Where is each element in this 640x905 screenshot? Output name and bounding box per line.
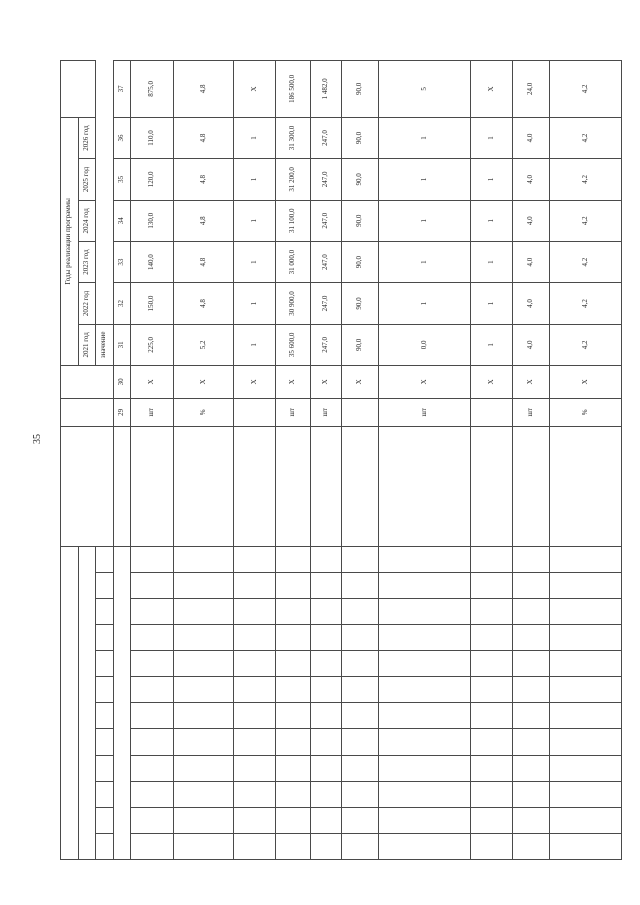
year-value-cell: 4,8 (174, 241, 234, 282)
code-cell (341, 572, 378, 598)
code-cell (378, 651, 471, 677)
indicator-name-cell (549, 426, 621, 546)
col-number: 30 (113, 366, 131, 399)
year-value-cell: 4,0 (512, 200, 549, 241)
code-cell (378, 729, 471, 755)
code-cell (310, 598, 341, 624)
year-value-cell: 90,0 (341, 159, 378, 200)
table-row (131, 61, 174, 860)
year-2023: 2023 год (78, 241, 96, 282)
code-cell (234, 572, 275, 598)
year-2022: 2022 год (78, 283, 96, 324)
code-cell (512, 598, 549, 624)
code-cell (275, 625, 310, 651)
unit-cell: шт (275, 398, 310, 426)
unit-cell: шт (310, 398, 341, 426)
code-cell (174, 625, 234, 651)
code-cell (310, 703, 341, 729)
year-value-cell: 247,0 (310, 241, 341, 282)
year-value-cell: 0,0 (378, 324, 471, 365)
code-cell (471, 598, 512, 624)
target-value-cell: 4,8 (174, 61, 234, 118)
table-row (512, 61, 549, 860)
code-col (96, 572, 114, 598)
code-cell (310, 833, 341, 859)
code-cell (234, 807, 275, 833)
code-cell (471, 781, 512, 807)
code-cell (174, 546, 234, 572)
code-cell (512, 546, 549, 572)
code-cell (549, 833, 621, 859)
code-cell (471, 651, 512, 677)
year-value-cell: 90,0 (341, 241, 378, 282)
code-col (96, 598, 114, 624)
code-cell (341, 833, 378, 859)
target-value-cell: 186 500,0 (275, 61, 310, 118)
code-cell (234, 755, 275, 781)
code-cell (131, 572, 174, 598)
year-value-cell: 1 (234, 241, 275, 282)
column-number-row (113, 61, 131, 860)
code-cell (234, 625, 275, 651)
code-cell (131, 833, 174, 859)
code-col (96, 729, 114, 755)
base-value-cell: X (131, 366, 174, 399)
year-value-cell: 4,2 (549, 324, 621, 365)
code-cell (512, 755, 549, 781)
year-value-cell: 1 (471, 324, 512, 365)
code-cell (471, 677, 512, 703)
code-cell (512, 651, 549, 677)
code-cell (131, 781, 174, 807)
year-value-cell: 4,8 (174, 117, 234, 158)
base-value-cell: X (512, 366, 549, 399)
table-row (234, 61, 275, 860)
year-value-cell: 35 600,0 (275, 324, 310, 365)
code-cell (174, 833, 234, 859)
year-value-cell: 4,2 (549, 117, 621, 158)
code-cell (549, 598, 621, 624)
code-cell (378, 833, 471, 859)
year-value-cell: 4,2 (549, 200, 621, 241)
code-cell (341, 781, 378, 807)
program-indicators-table (60, 60, 622, 860)
base-value-header (61, 366, 114, 399)
code-cell (378, 598, 471, 624)
code-cell (275, 546, 310, 572)
indicator-name-cell (378, 426, 471, 546)
unit-cell (471, 398, 512, 426)
indicator-name-cell (234, 426, 275, 546)
year-value-cell: 120,0 (131, 159, 174, 200)
year-value-cell: 4,8 (174, 200, 234, 241)
code-cell (275, 572, 310, 598)
base-value-cell: X (549, 366, 621, 399)
rotated-sheet (60, 60, 622, 860)
year-value-cell: 90,0 (341, 324, 378, 365)
code-cell (471, 807, 512, 833)
code-cell (471, 572, 512, 598)
year-value-cell: 4,0 (512, 241, 549, 282)
year-2024: 2024 год (78, 200, 96, 241)
code-cell (234, 546, 275, 572)
year-value-cell: 31 200,0 (275, 159, 310, 200)
code-col (96, 807, 114, 833)
year-value-cell: 90,0 (341, 117, 378, 158)
code-cell (131, 755, 174, 781)
base-value-cell: X (275, 366, 310, 399)
col-number: 33 (113, 241, 131, 282)
code-cell (275, 598, 310, 624)
indicator-name-cell (310, 426, 341, 546)
year-value-cell: 1 (471, 241, 512, 282)
year-value-cell: 31 300,0 (275, 117, 310, 158)
code-cell (471, 755, 512, 781)
code-cell (378, 625, 471, 651)
col-number: 37 (113, 61, 131, 118)
code-cell (234, 833, 275, 859)
year-value-cell: 140,0 (131, 241, 174, 282)
year-value-cell: 1 (234, 117, 275, 158)
code-cell (378, 781, 471, 807)
code-cell (341, 598, 378, 624)
year-value-cell: 4,8 (174, 283, 234, 324)
code-col (96, 781, 114, 807)
indicator-name-cell (471, 426, 512, 546)
year-value-cell: 1 (234, 324, 275, 365)
code-cell (471, 625, 512, 651)
year-value-cell: 1 (234, 159, 275, 200)
year-value-cell: 31 000,0 (275, 241, 310, 282)
year-value-cell: 1 (378, 117, 471, 158)
code-cell (275, 833, 310, 859)
code-cell (341, 625, 378, 651)
target-value-cell: X (471, 61, 512, 118)
year-value-cell: 247,0 (310, 117, 341, 158)
code-cell (341, 651, 378, 677)
code-col (96, 833, 114, 859)
col-number: 34 (113, 200, 131, 241)
table-row (471, 61, 512, 860)
years-header: Годы реализации программы (61, 117, 79, 365)
code-cell (131, 677, 174, 703)
code-cell (549, 729, 621, 755)
indicator-name-cell (275, 426, 310, 546)
indicator-name-cell (512, 426, 549, 546)
base-value-cell: X (234, 366, 275, 399)
code-cell (471, 703, 512, 729)
year-value-cell: 5,2 (174, 324, 234, 365)
year-2026: 2026 год (78, 117, 96, 158)
code-cell (310, 807, 341, 833)
code-cell (549, 781, 621, 807)
year-value-cell: 1 (471, 283, 512, 324)
year-value-cell: 4,8 (174, 159, 234, 200)
code-cell (234, 651, 275, 677)
code-cell (549, 807, 621, 833)
unit-cell: % (549, 398, 621, 426)
col-number: 31 (113, 324, 131, 365)
code-cell (549, 572, 621, 598)
code-col (96, 546, 114, 572)
base-value-cell: X (471, 366, 512, 399)
year-value-cell: 1 (234, 283, 275, 324)
year-value-cell: 90,0 (341, 283, 378, 324)
target-header (61, 61, 96, 118)
code-cell (310, 651, 341, 677)
year-value-cell: 225,0 (131, 324, 174, 365)
year-value-cell: 4,0 (512, 283, 549, 324)
year-2021: 2021 год (78, 324, 96, 365)
code-cell (174, 807, 234, 833)
target-value-cell: 90,0 (341, 61, 378, 118)
code-cell (549, 703, 621, 729)
code-cell (275, 651, 310, 677)
year-value-cell: 4,2 (549, 283, 621, 324)
year-value-cell: 130,0 (131, 200, 174, 241)
code-cell (549, 625, 621, 651)
code-cell (310, 755, 341, 781)
code-cell (131, 598, 174, 624)
code-cell (512, 703, 549, 729)
year-value-cell: 247,0 (310, 200, 341, 241)
code-col (96, 755, 114, 781)
target-value-cell: 24,0 (512, 61, 549, 118)
page-number: 35 (32, 434, 43, 444)
code-cell (378, 677, 471, 703)
code-cell (174, 677, 234, 703)
code-cell (512, 833, 549, 859)
code-cell (341, 807, 378, 833)
code-cell (275, 677, 310, 703)
year-value-cell: 90,0 (341, 200, 378, 241)
year-value-cell: 30 900,0 (275, 283, 310, 324)
table-row (549, 61, 621, 860)
code-cell (341, 729, 378, 755)
code-cell (234, 598, 275, 624)
table-row (275, 61, 310, 860)
code-cell (341, 755, 378, 781)
year-value-cell: 4,0 (512, 324, 549, 365)
code-cell (378, 807, 471, 833)
code-cell (512, 677, 549, 703)
codes-header-cell (61, 546, 79, 859)
year-value-cell: 1 (471, 159, 512, 200)
code-cell (131, 703, 174, 729)
table-row (378, 61, 471, 860)
code-cell (341, 546, 378, 572)
year-value-cell: 1 (471, 117, 512, 158)
unit-cell: шт (378, 398, 471, 426)
code-cell (310, 781, 341, 807)
code-cell (378, 755, 471, 781)
target-value-cell: 1 482,0 (310, 61, 341, 118)
indicator-rows (131, 61, 622, 860)
code-cell (341, 703, 378, 729)
code-cell (310, 677, 341, 703)
col-number: 32 (113, 283, 131, 324)
code-cell (549, 677, 621, 703)
col-number: 29 (113, 398, 131, 426)
code-cell (378, 572, 471, 598)
code-cell (131, 546, 174, 572)
target-value-cell: 4,2 (549, 61, 621, 118)
year-value-cell: 1 (234, 200, 275, 241)
col-number (113, 426, 131, 546)
code-cell (512, 781, 549, 807)
code-cell (341, 677, 378, 703)
year-2025: 2025 год (78, 159, 96, 200)
code-cell (174, 729, 234, 755)
code-cell (234, 677, 275, 703)
table-row (310, 61, 341, 860)
col-number: 36 (113, 117, 131, 158)
year-value-cell: 31 100,0 (275, 200, 310, 241)
year-value-cell: 1 (471, 200, 512, 241)
codes-subheader (78, 546, 96, 859)
column-number-codes (113, 546, 131, 859)
code-cell (275, 703, 310, 729)
code-cell (512, 572, 549, 598)
header-row-titles (61, 61, 79, 860)
code-cell (310, 729, 341, 755)
code-cell (549, 546, 621, 572)
year-value-cell: 247,0 (310, 324, 341, 365)
code-col (96, 677, 114, 703)
code-col (96, 703, 114, 729)
target-value-cell: 5 (378, 61, 471, 118)
table-row (341, 61, 378, 860)
base-value-cell: X (341, 366, 378, 399)
code-cell (310, 546, 341, 572)
code-cell (471, 546, 512, 572)
code-cell (234, 703, 275, 729)
unit-cell: шт (131, 398, 174, 426)
code-cell (275, 755, 310, 781)
unit-cell: % (174, 398, 234, 426)
indicator-name-header (61, 426, 114, 546)
code-cell (512, 729, 549, 755)
code-cell (471, 729, 512, 755)
col-number: 35 (113, 159, 131, 200)
base-value-cell: X (310, 366, 341, 399)
code-cell (131, 625, 174, 651)
code-cell (174, 651, 234, 677)
year-value-cell: 247,0 (310, 283, 341, 324)
code-cell (275, 781, 310, 807)
code-cell (549, 651, 621, 677)
code-cell (174, 598, 234, 624)
code-cell (131, 807, 174, 833)
code-cell (174, 572, 234, 598)
indicator-name-cell (341, 426, 378, 546)
table-row (174, 61, 234, 860)
code-col (96, 651, 114, 677)
code-cell (275, 807, 310, 833)
year-value-cell: 4,2 (549, 241, 621, 282)
code-cell (131, 729, 174, 755)
code-col (96, 625, 114, 651)
table-rotator (60, 60, 622, 860)
year-value-cell: 1 (378, 283, 471, 324)
indicator-name-cell (174, 426, 234, 546)
year-value-cell: 110,0 (131, 117, 174, 158)
indicator-name-cell (131, 426, 174, 546)
code-cell (378, 703, 471, 729)
code-cell (234, 729, 275, 755)
year-value-cell: 1 (378, 200, 471, 241)
code-cell (310, 625, 341, 651)
code-cell (310, 572, 341, 598)
code-cell (174, 781, 234, 807)
unit-cell (341, 398, 378, 426)
unit-header (61, 398, 114, 426)
unit-cell (234, 398, 275, 426)
code-cell (174, 755, 234, 781)
target-value-cell: 875,0 (131, 61, 174, 118)
year-value-cell: 150,0 (131, 283, 174, 324)
target-value-cell: X (234, 61, 275, 118)
base-value-cell: X (378, 366, 471, 399)
year-value-cell: 4,0 (512, 159, 549, 200)
code-cell (275, 729, 310, 755)
code-cell (378, 546, 471, 572)
unit-cell: шт (512, 398, 549, 426)
base-value-cell: X (174, 366, 234, 399)
code-cell (131, 651, 174, 677)
code-cell (471, 833, 512, 859)
code-cell (174, 703, 234, 729)
target-label: значение (96, 324, 114, 365)
year-value-cell: 247,0 (310, 159, 341, 200)
code-cell (512, 625, 549, 651)
code-cell (512, 807, 549, 833)
year-value-cell: 4,0 (512, 117, 549, 158)
code-cell (549, 755, 621, 781)
year-value-cell: 1 (378, 241, 471, 282)
year-value-cell: 1 (378, 159, 471, 200)
code-cell (234, 781, 275, 807)
year-value-cell: 4,2 (549, 159, 621, 200)
